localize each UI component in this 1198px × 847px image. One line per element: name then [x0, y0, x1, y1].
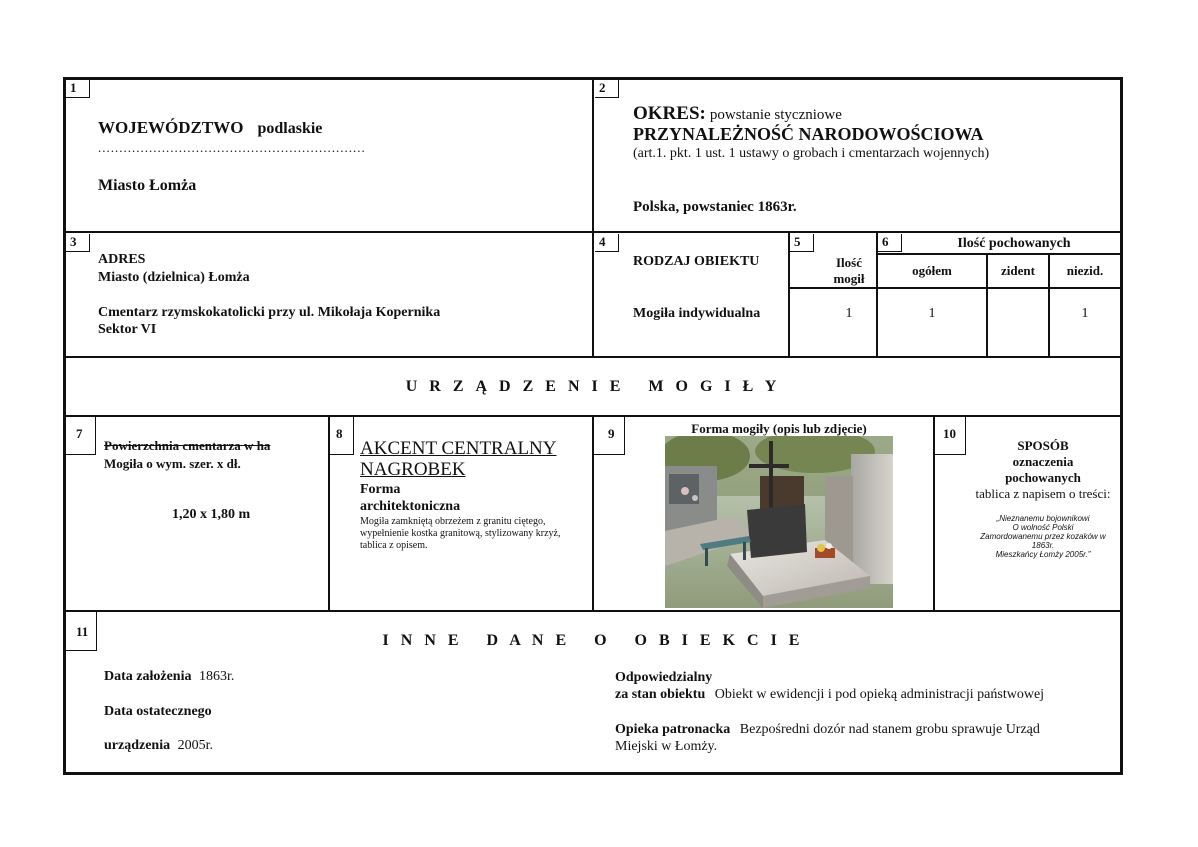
- column-divider: [592, 77, 594, 357]
- row-divider: [788, 287, 1123, 289]
- plaque-inscription: [968, 514, 1118, 559]
- column-divider: [933, 417, 935, 610]
- marking-method-line3: pochowanych: [1005, 470, 1081, 485]
- arrangement-date-field: [104, 738, 213, 754]
- column-divider: [328, 417, 330, 610]
- number-box-edge: [624, 417, 625, 454]
- number-box-edge: [965, 417, 966, 454]
- cell-number: 9: [604, 426, 628, 444]
- number-box-edge: [66, 454, 96, 455]
- number-box-edge: [935, 454, 966, 455]
- cell-number: 2: [595, 80, 619, 98]
- plaque-inscription-line5: Mieszkańcy Łomży 2005r.”: [995, 550, 1091, 559]
- row-divider: [876, 253, 1123, 255]
- number-box-edge: [353, 417, 354, 454]
- form-label: Forma: [360, 482, 401, 497]
- patronage-label: Opieka patronacka: [615, 722, 731, 737]
- dotted-line: ...............................................................: [98, 140, 366, 155]
- central-accent-title: AKCENT CENTRALNY: [360, 438, 557, 459]
- cell-number: 8: [332, 426, 356, 444]
- period-label: OKRES:: [633, 103, 706, 124]
- column-divider: [592, 417, 594, 610]
- cell-number: 7: [72, 426, 96, 444]
- responsible-field: [615, 687, 1044, 703]
- marking-method-line1: SPOSÓB: [1017, 438, 1069, 453]
- grave-dimensions-value: 1,20 x 1,80 m: [172, 507, 251, 522]
- tombstone-title: NAGROBEK: [360, 459, 466, 480]
- arrangement-date-label: urządzenia: [104, 738, 171, 753]
- buried-total-value: 1: [928, 306, 936, 321]
- cell-number: 5: [790, 234, 814, 252]
- responsible-value: Obiekt w ewidencji i pod opieką administracji państwowej: [714, 687, 1045, 702]
- number-box-edge: [594, 454, 625, 455]
- address-district: Miasto (dzielnica) Łomża: [98, 270, 250, 285]
- architectural-label: architektoniczna: [360, 499, 461, 514]
- buried-total-header: ogółem: [912, 263, 952, 278]
- cell-number: 6: [878, 234, 902, 252]
- address-sector: Sektor VI: [98, 322, 157, 337]
- marking-method-line2: oznaczenia: [1012, 454, 1074, 469]
- number-box-edge: [66, 650, 97, 651]
- voivodeship-label: WOJEWÓDZTWO: [98, 118, 244, 137]
- city-value: Miasto Łomża: [98, 177, 197, 194]
- founding-date-label: Data założenia: [104, 669, 192, 684]
- object-type-label: RODZAJ OBIEKTU: [633, 254, 760, 269]
- grave-dimensions-label: Mogiła o wym. szer. x dł.: [104, 456, 241, 471]
- plaque-inscription-line3: Zamordowanemu przez kozaków w: [980, 532, 1106, 541]
- grave-form-label: Forma mogiły (opis lub zdjęcie): [691, 421, 867, 436]
- cemetery-area-struck: Powierzchnia cmentarza w ha: [104, 438, 271, 453]
- patronage-value-line1: Bezpośredni dozór nad stanem grobu sprawuje Urząd: [739, 722, 1040, 737]
- graves-count-value: 1: [845, 306, 853, 321]
- plaque-inscription-line2: O wolność Polski: [1012, 523, 1074, 532]
- cell-number: 10: [939, 426, 963, 444]
- patronage-field: [615, 722, 1040, 738]
- cell-number: 11: [72, 624, 96, 642]
- buried-unidentified-header: niezid.: [1066, 263, 1104, 278]
- patronage-value-line2: Miejski w Łomży.: [615, 739, 718, 754]
- grave-description: Mogiła zamkniętą obrzeżem z granitu ciętego, wypełnienie kostka granitową, stylizowany krzyż, tablica z opisem.: [360, 516, 561, 551]
- buried-unidentified-value: 1: [1081, 306, 1089, 321]
- responsible-label-line1: Odpowiedzialny: [615, 670, 713, 685]
- section-title-grave-layout: U R Z Ą D Z E N I E M O G I Ł Y: [405, 378, 781, 395]
- voivodeship-value: podlaskie: [257, 120, 323, 137]
- final-date-label: Data ostatecznego: [104, 704, 212, 719]
- voivodeship-field: [98, 118, 322, 138]
- section-title-other-data: I N N E D A N E O O B I E K C I E: [382, 632, 804, 649]
- responsible-label-line2: za stan obiektu: [615, 687, 706, 702]
- cell-number: 4: [595, 234, 619, 252]
- grave-photo-image: [665, 436, 893, 608]
- period-value: powstanie styczniowe: [709, 107, 842, 123]
- marking-method-block: [968, 438, 1118, 502]
- buried-count-label: Ilość pochowanych: [957, 236, 1071, 251]
- graves-count-label-line2: mogił: [833, 271, 865, 286]
- plaque-inscription-line1: „Nieznanemu bojownikowi: [996, 514, 1090, 523]
- buried-identified-header: zident: [1001, 263, 1035, 278]
- number-box-edge: [95, 417, 96, 454]
- period-field: [633, 103, 842, 125]
- cell-number: 1: [66, 80, 90, 98]
- object-type-value: Mogiła indywidualna: [633, 306, 761, 321]
- marking-method-line4: tablica z napisem o treści:: [975, 486, 1111, 501]
- arrangement-date-value: 2005r.: [177, 738, 213, 753]
- nationality-note: (art.1. pkt. 1 ust. 1 ustawy o grobach i cmentarzach wojennych): [633, 146, 990, 161]
- row-divider: [63, 610, 1123, 612]
- number-box-edge: [330, 454, 354, 455]
- graves-count-label-line1: Ilość: [836, 255, 862, 270]
- cell-number: 3: [66, 234, 90, 252]
- address-cemetery: Cmentarz rzymskokatolicki przy ul. Mikołaja Kopernika: [98, 305, 441, 320]
- grave-photo: [665, 436, 893, 608]
- founding-date-field: [104, 669, 234, 685]
- nationality-value: Polska, powstaniec 1863r.: [633, 199, 797, 215]
- plaque-inscription-line4: 1863r.: [1031, 541, 1055, 550]
- row-divider: [63, 356, 1123, 358]
- nationality-heading: PRZYNALEŻNOŚĆ NARODOWOŚCIOWA: [633, 124, 984, 144]
- founding-date-value: 1863r.: [198, 669, 235, 684]
- address-label: ADRES: [98, 252, 146, 267]
